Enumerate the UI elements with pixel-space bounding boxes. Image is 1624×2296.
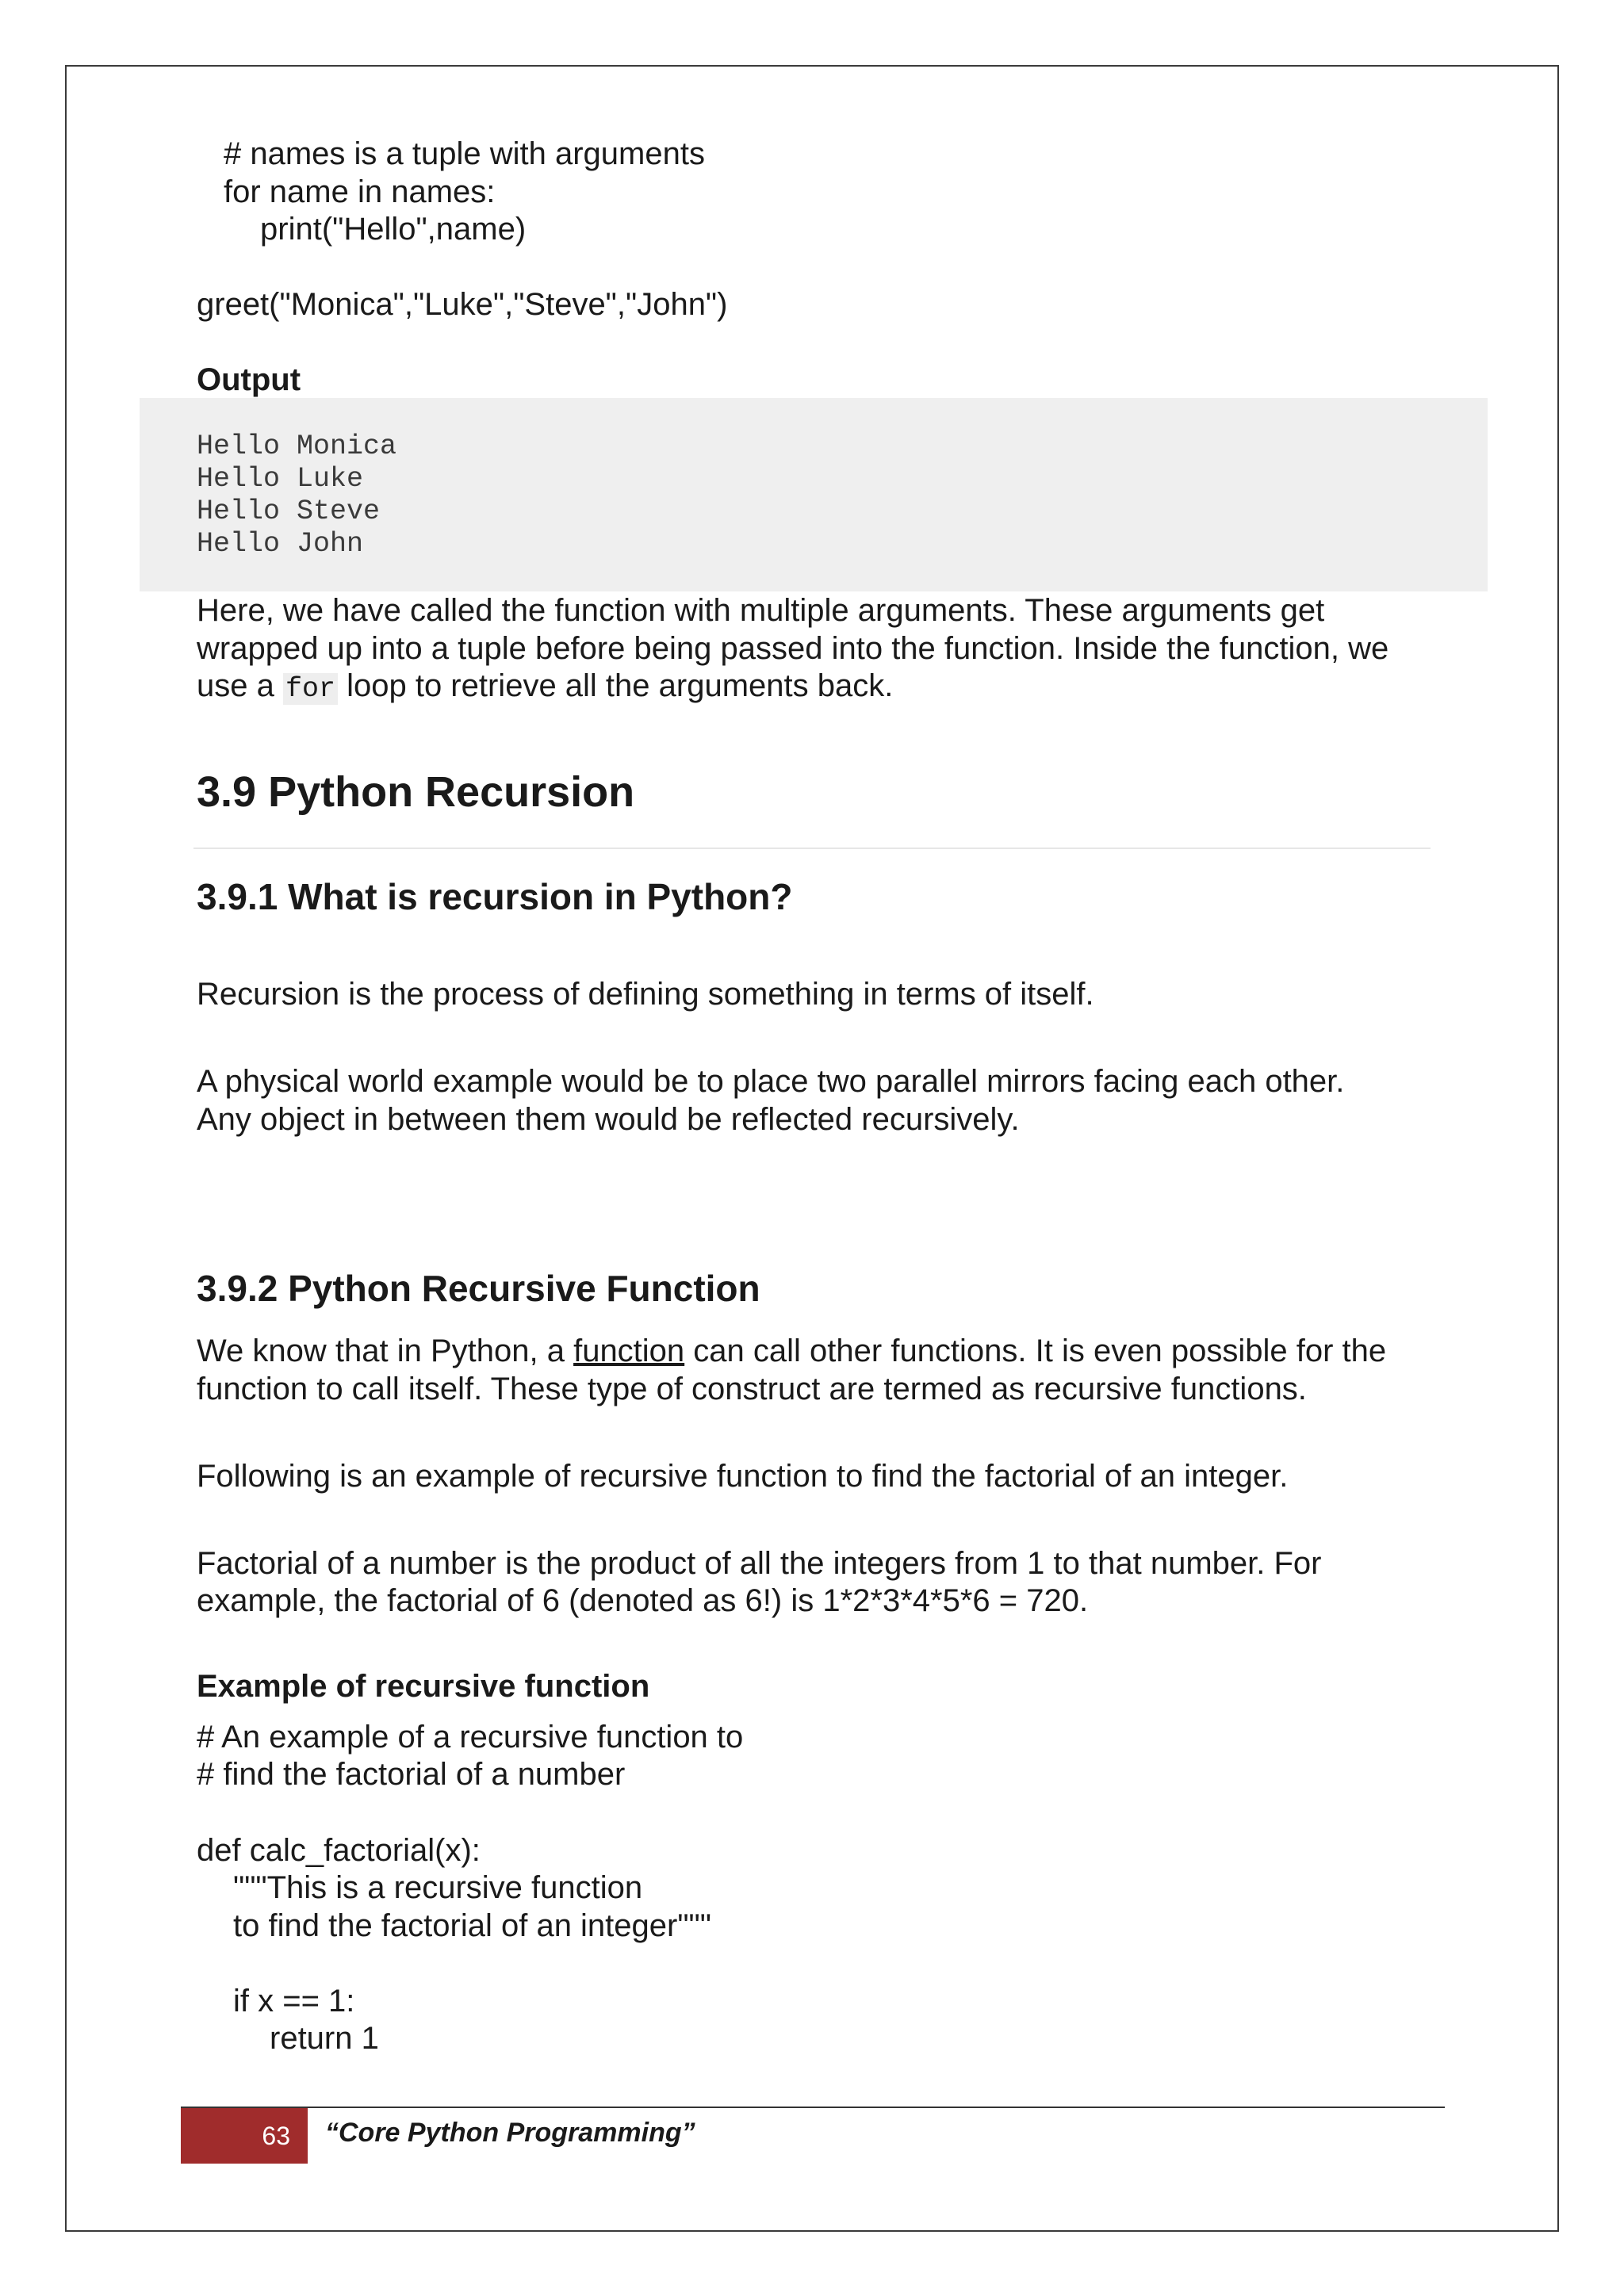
footer-book-title: “Core Python Programming” [325,2118,695,2148]
code-for-line: for name in names: [224,174,496,209]
code-docstring-line: """This is a recursive function [233,1870,643,1905]
output-line: Hello Monica [197,430,397,462]
paragraph-line [197,667,893,708]
paragraph-line: A physical world example would be to place two parallel mirrors facing each other. [197,1064,1345,1099]
section-title: 3.9 Python Recursion [197,768,635,816]
code-return-line: return 1 [270,2021,379,2056]
code-def-line: def calc_factorial(x): [197,1833,481,1868]
page-number: 63 [181,2108,308,2164]
paragraph: Following is an example of recursive function to find the factorial of an integer. [197,1459,1289,1494]
output-line: Hello Steve [197,496,381,527]
inline-code: for [283,673,338,705]
paragraph-line: Factorial of a number is the product of all the integers from 1 to that number. For [197,1546,1322,1581]
paragraph-text: can call other functions. It is even possible for the [684,1334,1387,1368]
paragraph: Recursion is the process of defining something in terms of itself. [197,977,1094,1012]
footer-rule [181,2107,1445,2108]
output-heading: Output [197,362,301,397]
paragraph-line: function to call itself. These type of construct are termed as recursive functions. [197,1372,1307,1406]
paragraph-line: Any object in between them would be reflected recursively. [197,1102,1020,1137]
code-comment-line: # names is a tuple with arguments [224,136,705,171]
paragraph-text: use a [197,668,283,703]
code-comment-line: # An example of a recursive function to [197,1720,744,1755]
output-line: Hello John [197,528,364,560]
code-comment-line: # find the factorial of a number [197,1757,626,1792]
subsection-title: 3.9.2 Python Recursive Function [197,1268,760,1309]
paragraph-line [197,1332,1386,1370]
code-docstring-line: to find the factorial of an integer""" [233,1908,711,1943]
example-heading: Example of recursive function [197,1669,650,1704]
code-print-line: print("Hello",name) [260,212,527,247]
paragraph-line: wrapped up into a tuple before being passed into the function. Inside the function, we [197,631,1389,666]
paragraph-text: loop to retrieve all the arguments back. [337,668,894,703]
paragraph-line: Here, we have called the function with multiple arguments. These arguments get [197,593,1325,628]
code-if-line: if x == 1: [233,1984,355,2019]
code-greet-call: greet("Monica","Luke","Steve","John") [197,287,728,322]
subsection-title: 3.9.1 What is recursion in Python? [197,876,793,917]
section-divider [193,848,1431,849]
output-line: Hello Luke [197,463,364,495]
function-link[interactable]: function [573,1334,685,1368]
paragraph-line: example, the factorial of 6 (denoted as 6!) is 1*2*3*4*5*6 = 720. [197,1583,1089,1618]
paragraph-text: We know that in Python, a [197,1334,574,1368]
